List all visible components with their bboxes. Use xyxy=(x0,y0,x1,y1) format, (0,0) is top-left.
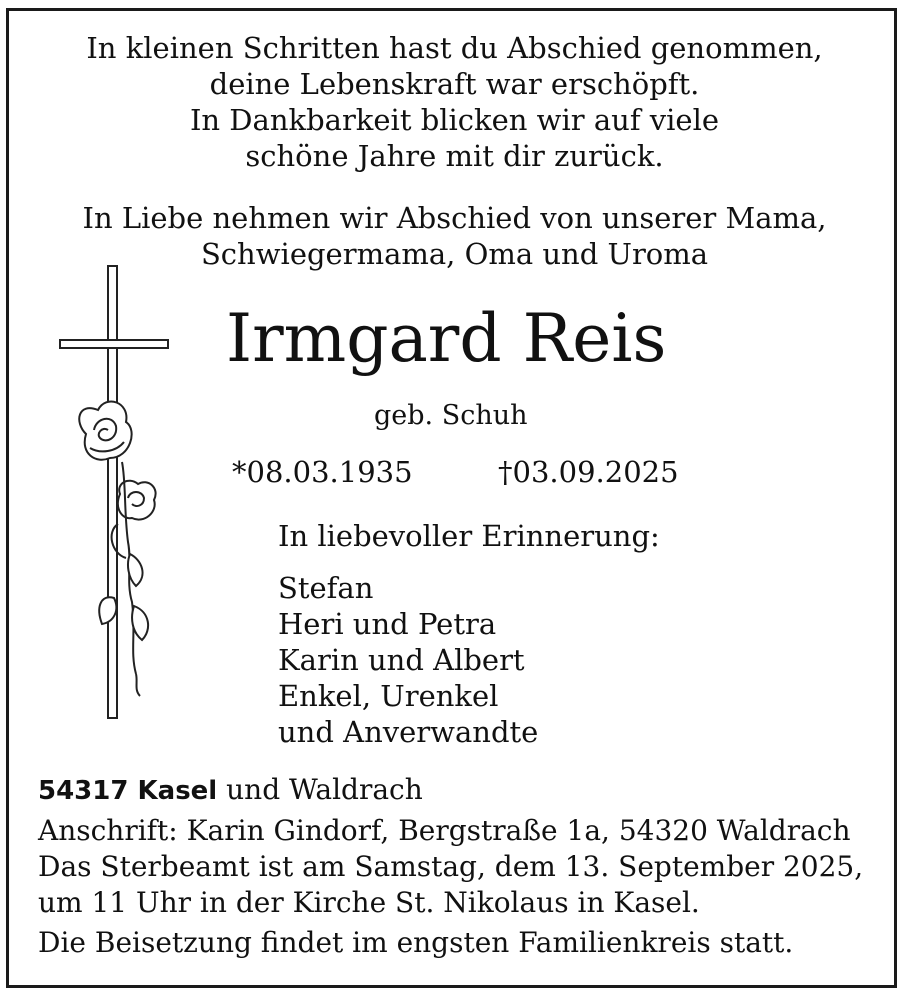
mourner-item: und Anverwandte xyxy=(278,715,539,749)
death-date: †03.09.2025 xyxy=(498,455,679,489)
mourner-item: Heri und Petra xyxy=(278,607,497,641)
footer-info xyxy=(38,772,863,961)
poem-line: deine Lebenskraft war erschöpft. xyxy=(209,67,700,101)
mourner-item: Enkel, Urenkel xyxy=(278,679,499,713)
place-bold: 54317 Kasel xyxy=(38,776,218,806)
place-rest: und Waldrach xyxy=(217,773,423,806)
birth-date: *08.03.1935 xyxy=(232,455,413,489)
address-line: Anschrift: Karin Gindorf, Bergstraße 1a, 54320 Waldrach xyxy=(38,814,851,847)
memory-heading: In liebevoller Erinnerung: xyxy=(278,519,660,553)
intro-line: Schwiegermama, Oma und Uroma xyxy=(200,237,709,271)
poem xyxy=(0,30,909,174)
cross-with-rose-icon xyxy=(56,262,176,722)
service-line: Das Sterbeamt ist am Samstag, dem 13. September 2025, xyxy=(38,850,864,883)
birth-name: geb. Schuh xyxy=(374,400,528,431)
poem-line: In Dankbarkeit blicken wir auf viele xyxy=(189,103,720,137)
mourner-item: Karin und Albert xyxy=(278,643,525,677)
mourners-list xyxy=(278,570,538,750)
poem-line: schöne Jahre mit dir zurück. xyxy=(245,139,664,173)
burial-line: Die Beisetzung findet im engsten Familienkreis statt. xyxy=(38,926,794,959)
place-line xyxy=(38,772,863,809)
deceased-name: Irmgard Reis xyxy=(226,300,667,377)
service-line: um 11 Uhr in der Kirche St. Nikolaus in Kasel. xyxy=(38,886,700,919)
intro-line: In Liebe nehmen wir Abschied von unserer Mama, xyxy=(82,201,827,235)
mourner-item: Stefan xyxy=(278,571,374,605)
poem-line: In kleinen Schritten hast du Abschied genommen, xyxy=(86,31,823,65)
